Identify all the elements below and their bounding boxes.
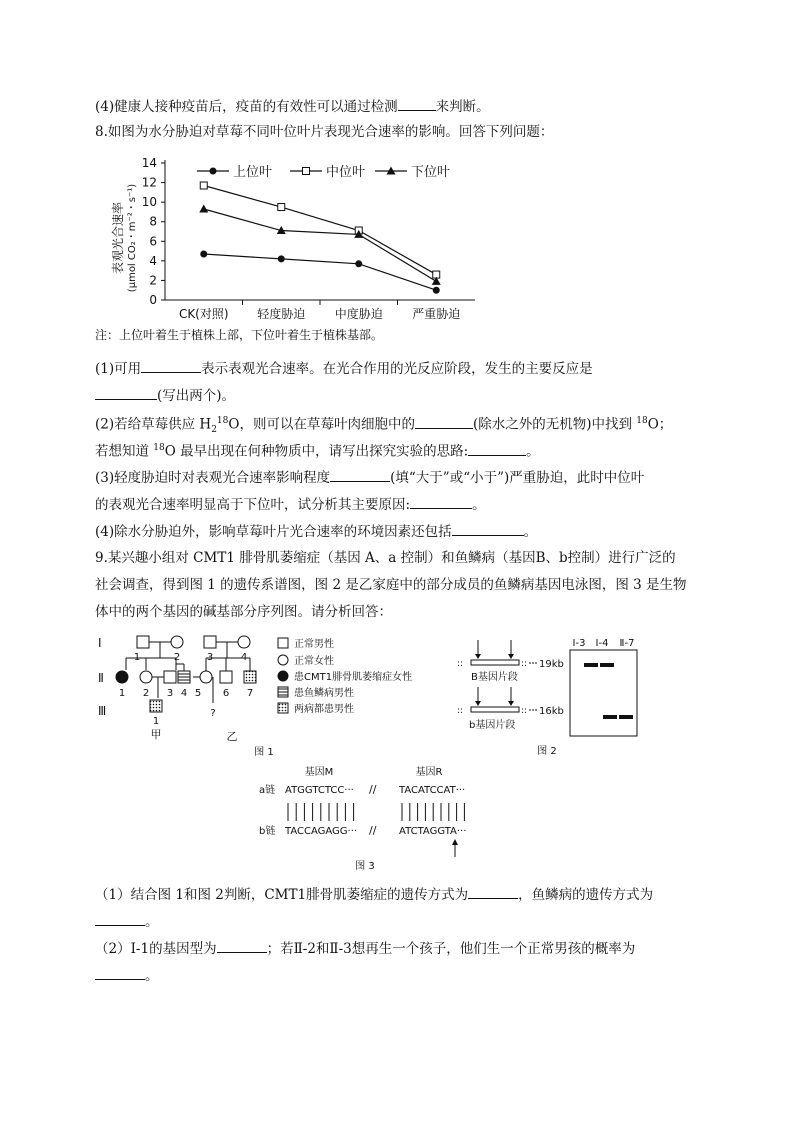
gel-band — [603, 715, 617, 719]
chart-point — [355, 260, 362, 267]
svg-text:6: 6 — [222, 688, 230, 699]
answer-blank[interactable] — [95, 911, 145, 926]
gel-band — [600, 663, 614, 667]
q8-p1-cont: (写出两个)。 — [95, 385, 235, 405]
chart-y-tick-label: 4 — [149, 253, 157, 268]
answer-blank[interactable] — [95, 965, 145, 980]
normal-male-symbol — [164, 671, 176, 683]
normal-female-symbol — [238, 636, 250, 648]
svg-text:ATCTAGGTA···: ATCTAGGTA··· — [399, 826, 467, 837]
svg-text:?: ? — [210, 708, 216, 719]
chart-y-tick-label: 8 — [149, 214, 157, 229]
svg-text:1: 1 — [118, 688, 126, 699]
chart-legend-label: 上位叶 — [233, 165, 273, 180]
normal-female-symbol — [140, 671, 152, 683]
normal-male-symbol — [204, 636, 216, 648]
chart-y-tick-label: 10 — [141, 195, 157, 210]
q9-q1-cont: 。 — [95, 911, 159, 931]
chart-point — [278, 204, 285, 211]
svg-text:患鱼鳞病男性: 患鱼鳞病男性 — [294, 688, 354, 699]
sequence-figure — [255, 763, 555, 875]
answer-blank[interactable] — [410, 494, 472, 509]
base-pair-lines — [288, 803, 354, 821]
svg-text:1: 1 — [152, 716, 160, 727]
svg-text:两病都患男性: 两病都患男性 — [294, 704, 354, 715]
answer-blank[interactable] — [217, 938, 267, 953]
answer-blank[interactable] — [330, 467, 390, 482]
svg-text:乙: 乙 — [226, 730, 238, 743]
gen-label: Ⅲ — [98, 704, 107, 718]
normal-female-symbol — [171, 636, 183, 648]
svg-text:3: 3 — [206, 652, 214, 663]
q9-q1: （1）结合图 1和图 2判断，CMT1腓骨肌萎缩症的遗传方式为 ，鱼鳞病的遗传方式为 — [95, 884, 653, 904]
chart-point — [199, 204, 208, 212]
answer-blank[interactable] — [468, 884, 518, 899]
svg-text:::: :: — [457, 659, 464, 669]
normal-male-symbol — [137, 636, 149, 648]
ichthyosis-male-symbol — [178, 671, 190, 683]
answer-blank[interactable] — [452, 521, 524, 536]
q9-intro-3: 体中的两个基因的碱基部分序列图。请分析回答： — [95, 604, 392, 620]
q8-p1: (1)可用 表示表观光合速率。在光合作用的光反应阶段，发生的主要反应是 — [95, 358, 593, 378]
svg-text:1: 1 — [133, 652, 141, 663]
q9-q2-cont: 。 — [95, 965, 159, 985]
answer-blank[interactable] — [141, 358, 201, 373]
chart-series-line — [204, 254, 437, 290]
fig2-caption: 图 2 — [537, 746, 557, 757]
pedigree-figure — [92, 628, 452, 760]
chart-legend-label: 下位叶 — [411, 165, 451, 180]
svg-text:正常女性: 正常女性 — [294, 656, 334, 667]
svg-text:b基因片段: b基因片段 — [469, 720, 516, 731]
svg-text:4: 4 — [240, 652, 248, 663]
svg-text:2: 2 — [173, 652, 181, 663]
svg-text://: // — [369, 783, 377, 796]
q8-p3-cont: 的表观光合速率明显高于下位叶，试分析其主要原因: 。 — [95, 494, 486, 514]
q8-p2: (2)若给草莓供应 $H_2^{18}O$，则可以在草莓叶肉细胞中的 (除水之外的无机物)中找到 $^{18}$O； — [95, 412, 672, 439]
chart-y-tick-label: 2 — [149, 273, 157, 288]
svg-text:a链: a链 — [259, 785, 276, 796]
svg-text:TACATCCAT···: TACATCCAT··· — [399, 785, 466, 796]
svg-text:Ⅰ-3: Ⅰ-3 — [572, 638, 586, 649]
both-diseases-male-symbol — [244, 671, 256, 683]
q8-p2-cont: 若想知道 $^{18}$O 最早出现在何种物质中，请写出探究实验的思路: 。 — [95, 439, 540, 461]
svg-text:患CMT1腓骨肌萎缩症女性: 患CMT1腓骨肌萎缩症女性 — [294, 672, 413, 683]
chart-x-tick-label: CK(对照) — [178, 307, 229, 321]
chart-note: 注：上位叶着生于植株上部，下位叶着生于植株基部。 — [95, 328, 384, 342]
answer-blank[interactable] — [415, 414, 473, 429]
q8-intro: 8.如图为水分胁迫对草莓不同叶位叶片表现光合速率的影响。回答下列问题： — [95, 124, 554, 140]
svg-text:4: 4 — [180, 688, 188, 699]
svg-text:b链: b链 — [259, 826, 276, 837]
svg-text:ATGGTCTCC···: ATGGTCTCC··· — [285, 785, 354, 796]
svg-text:3: 3 — [166, 688, 174, 699]
chart-point — [200, 251, 207, 258]
svg-text:Ⅱ-7: Ⅱ-7 — [619, 638, 635, 649]
svg-text:::: :: — [457, 706, 464, 716]
chart-x-tick-label: 中度胁迫 — [334, 307, 383, 321]
svg-text:2: 2 — [142, 688, 150, 699]
fig3-caption: 图 3 — [355, 861, 375, 872]
q9-intro-2: 社会调查，得到图 1 的遗传系谱图，图 2 是乙家庭中的部分成员的鱼鳞病基因电泳图，图 3 是生物 — [95, 577, 687, 593]
normal-female-symbol — [200, 671, 212, 683]
q4-line: (4)健康人接种疫苗后，疫苗的有效性可以通过检测 来判断。 — [95, 96, 490, 116]
gen-label: Ⅱ — [98, 671, 104, 685]
photosynthesis-line-chart — [95, 150, 485, 350]
svg-text://: // — [369, 824, 377, 837]
svg-text:19kb: 19kb — [539, 659, 564, 670]
chart-ylabel: 表观光合速率 — [111, 201, 125, 275]
gel-band — [584, 663, 598, 667]
q8-p3: (3)轻度胁迫时对表观光合速率影响程度 (填“大于”或“小于”)严重胁迫，此时中位叶 — [95, 467, 644, 487]
svg-text:Ⅰ-4: Ⅰ-4 — [595, 638, 609, 649]
cmt1-female-symbol — [116, 671, 128, 683]
svg-text:::: :: — [521, 659, 528, 669]
chart-point — [278, 255, 285, 262]
svg-text:甲: 甲 — [150, 728, 162, 741]
base-pair-lines — [402, 803, 464, 821]
chart-legend-label: 中位叶 — [326, 165, 366, 180]
answer-blank[interactable] — [468, 441, 526, 456]
q8-p4: (4)除水分胁迫外，影响草莓叶片光合速率的环境因素还包括 。 — [95, 521, 537, 541]
normal-male-symbol — [220, 671, 232, 683]
svg-text:::: :: — [521, 706, 528, 716]
q9-q2: （2）Ⅰ-1的基因型为 ；若Ⅱ-2和Ⅱ-3想再生一个孩子，他们生一个正常男孩的概率为 — [95, 938, 635, 958]
chart-point — [433, 287, 440, 294]
gen-label: Ⅰ — [98, 636, 102, 650]
answer-blank[interactable] — [95, 385, 157, 400]
answer-blank[interactable] — [398, 96, 436, 111]
svg-text:B基因片段: B基因片段 — [471, 672, 518, 683]
chart-y-tick-label: 14 — [141, 156, 157, 170]
svg-text:基因M: 基因M — [304, 767, 334, 778]
chart-y-tick-label: 0 — [149, 293, 157, 307]
svg-text:16kb: 16kb — [539, 706, 564, 717]
svg-text:正常男性: 正常男性 — [294, 639, 334, 650]
chart-y-tick-label: 12 — [141, 175, 157, 190]
gel-band — [619, 715, 633, 719]
both-diseases-male-symbol — [150, 700, 162, 712]
chart-x-tick-label: 严重胁迫 — [412, 307, 461, 321]
chart-point — [200, 182, 207, 189]
chart-ylabel-unit: (μmol CO₂・m⁻²・s⁻¹) — [127, 183, 138, 293]
svg-text:7: 7 — [246, 688, 254, 699]
electrophoresis-figure — [455, 632, 655, 760]
q9-intro-1: 9.某兴趣小组对 CMT1 腓骨肌萎缩症（基因 A、a 控制）和鱼鳞病（基因B、b控制）进行广泛的 — [95, 550, 676, 566]
svg-text:基因R: 基因R — [415, 767, 443, 778]
fig1-caption: 图 1 — [254, 747, 274, 758]
chart-y-tick-label: 6 — [149, 234, 157, 249]
chart-series-line — [204, 209, 437, 281]
chart-x-tick-label: 轻度胁迫 — [257, 307, 306, 321]
chart-point — [303, 168, 310, 175]
chart-point — [210, 168, 217, 175]
svg-text:TACCAGAGG···: TACCAGAGG··· — [285, 826, 358, 837]
svg-text:5: 5 — [194, 688, 202, 699]
